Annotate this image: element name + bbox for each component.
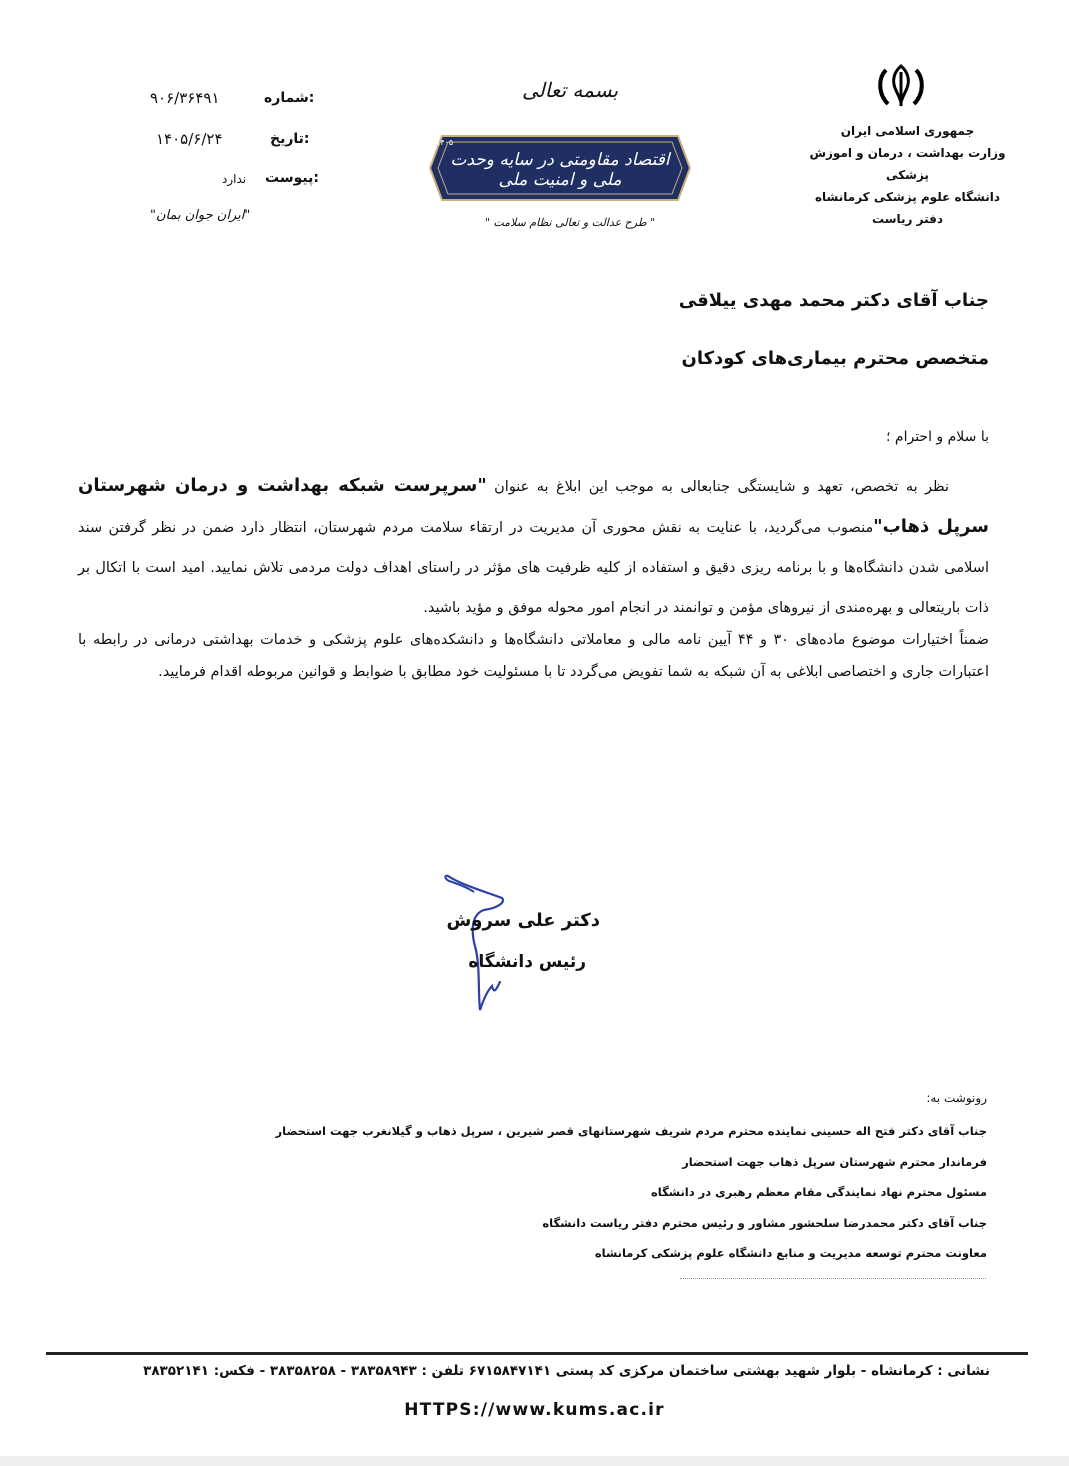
org-line-ministry: وزارت بهداشت ، درمان و اموزش پزشکی [809,146,1006,182]
attachment-value: ندارد [222,172,247,186]
cc-title: رونوشت به: [926,1091,987,1105]
cc-item: مسئول محترم نهاد نمایندگی مقام معظم رهبری در دانشگاه [650,1185,987,1199]
greeting: با سلام و احترام ؛ [886,429,989,445]
body-p1-after: منصوب می‌گردید، با عنایت به نقش محوری آن مدیریت در ارتقاء سلامت مردم شهرستان، انتظار دارد ضمن در نظر گرفتن سند اسلامی شدن دانشگاه‌ها و با برنامه ریزی دقیق و استفاده از کلیه ظرفیت های مؤثر در راستای اهداف دولت مردمی تلاش نمایید. امید است با اتکال بر ذات باریتعالی و بهره‌مندی از نیروهای مؤمن و توانمند در انجام امور محوله موفق و مؤید باشید. [78,520,989,616]
cc-item: جناب آقای دکتر فتح اله حسینی نماینده محترم مردم شریف شهرستانهای قصر شیرین ، سرپل ذهاب و گیلانغرب جهت استحضار [275,1124,987,1138]
org-line-office: دفتر ریاست [872,212,943,226]
number-label: شماره: [264,90,315,106]
cc-item: جناب آقای دکتر محمدرضا سلحشور مشاور و رئیس محترم دفتر ریاست دانشگاه [542,1216,987,1230]
footer-url[interactable]: HTTPS://www.kums.ac.ir [404,1400,665,1420]
body-p1-before: نظر به تخصص، تعهد و شایستگی جنابعالی به موجب این ابلاغ به عنوان [486,479,949,495]
recipient-title: متخصص محترم بیماری‌های کودکان [681,348,989,369]
bottom-band [0,1456,1069,1466]
signer-name: دکتر علی سروش [446,910,600,931]
recipient-name: جناب آقای دکتر محمد مهدی ییلاقی [678,290,989,311]
number-value: ۹۰۶/۳۶۴۹۱ [150,89,220,107]
attachment-label: پیوست: [265,170,319,186]
signer-title: رئیس دانشگاه [468,952,586,972]
slogan-subtitle: " طرح عدالت و تعالی نظام سلامت " [484,216,656,229]
cc-item: معاونت محترم توسعه مدیریت و منابع دانشگاه علوم پزشکی کرمانشاه [594,1246,987,1260]
body-p1-bold: "سرپرست شبکه بهداشت و درمان شهرستان سرپل ذهاب" [78,475,990,537]
org-line-university: دانشگاه علوم پزشکی کرمانشاه [814,190,1001,204]
date-label: تاریخ: [270,131,310,147]
cut-off-line [680,1278,986,1284]
cc-item: فرماندار محترم شهرستان سرپل ذهاب جهت استحضار [682,1155,987,1169]
footer-address: نشانی : کرمانشاه - بلوار شهید بهشتی ساختمان مرکزی کد پستی ۶۷۱۵۸۴۷۱۴۱ تلفن : ۳۸۳۵۸۹۴۳ - ۳۸۳۵۸۲۵۸ - فکس: ۳۸۳۵۲۱۴۱ [143,1363,990,1379]
footer-divider [46,1352,1028,1355]
body-paragraph-1 [78,466,989,628]
slogan-text: اقتصاد مقاومتی در سایه وحدت ملی و امنیت ملی [450,150,670,190]
bismillah-heading: بسمه تعالی [521,78,619,102]
org-line-country: جمهوری اسلامی ایران [840,124,975,138]
body-paragraph-2: ضمناً اختیارات موضوع ماده‌های ۳۰ و ۴۴ آیین نامه مالی و معاملاتی دانشگاه‌ها و دانشکده‌های علوم پزشکی و خدمات بهداشتی درمانی در رابطه با اعتبارات جاری و اختصاصی ابلاغی به آن شبکه به شما تفویض می‌گردد تا با مسئولیت خود مطابق با ضوابط و قوانین مربوطه اقدام فرمایید. [78,632,989,680]
motto: "ایران جوان بمان" [150,208,251,223]
iran-emblem-icon [872,62,930,110]
handwritten-signature [440,870,540,1020]
slogan-year: ۱۴۰۵ [436,138,454,147]
organization-block [790,120,1025,230]
date-value: ۱۴۰۵/۶/۲۴ [156,130,223,148]
